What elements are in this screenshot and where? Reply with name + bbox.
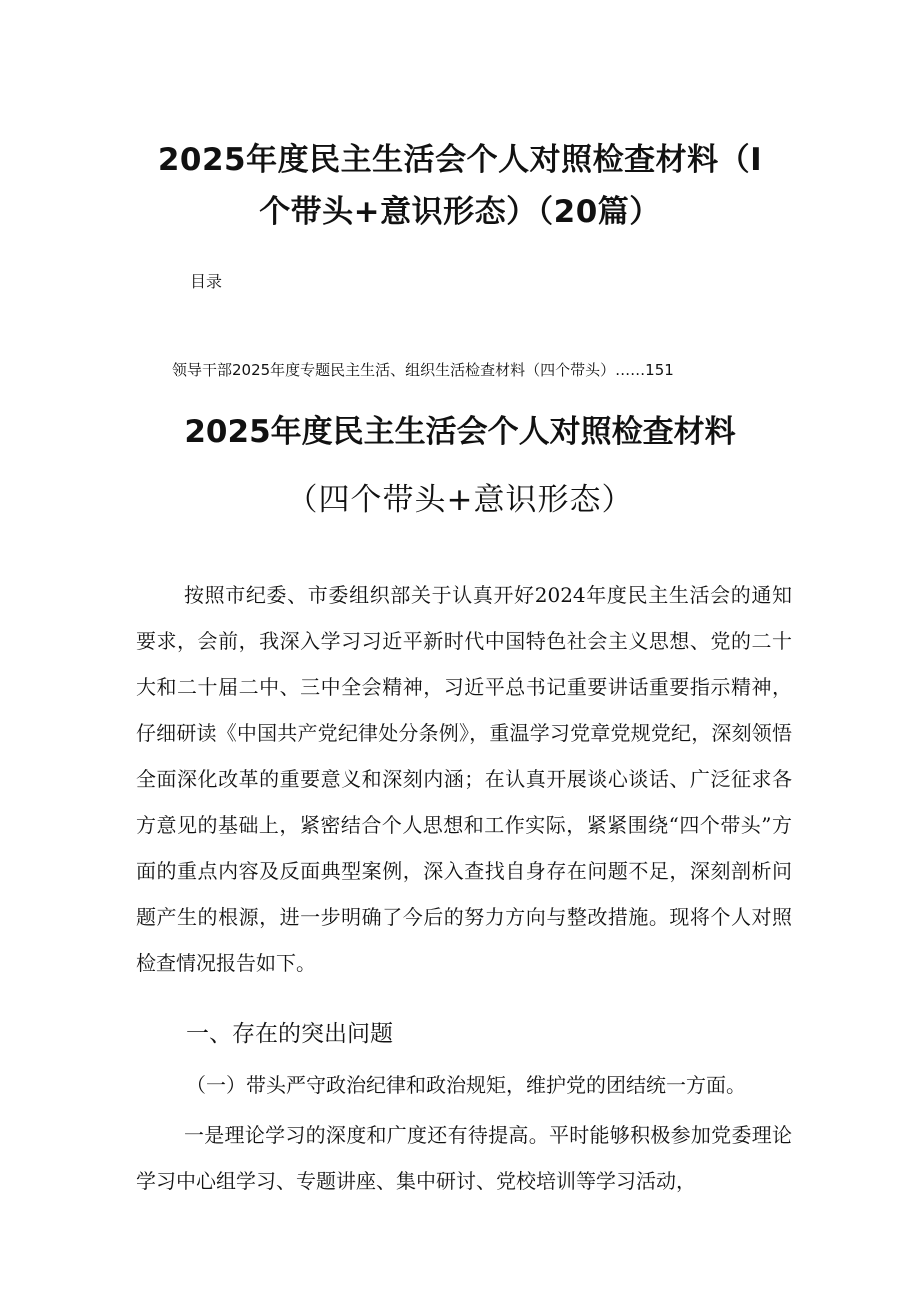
toc-entry[interactable]: 领导干部2025年度专题民主生活、组织生活检查材料（四个带头）……151 — [172, 361, 674, 379]
section-title-line-1: 2025年度民主生活会个人对照检查材料 — [184, 414, 736, 450]
section-title-line-2: （四个带头+意识形态） — [286, 482, 634, 518]
document-title — [130, 134, 790, 238]
heading-existing-problems: 一、存在的突出问题 — [186, 1021, 393, 1047]
toc-heading: 目录 — [190, 272, 223, 291]
subheading-political-discipline: （一）带头严守政治纪律和政治规矩，维护党的团结统一方面。 — [186, 1073, 746, 1097]
document-title-line-2: 个带头+意识形态）（20篇） — [259, 194, 661, 230]
document-title-line-1: 2025年度民主生活会个人对照检查材料（I — [157, 142, 763, 178]
body-paragraph-1: 按照市纪委、市委组织部关于认真开好2024年度民主生活会的通知要求，会前，我深入学习习近平新时代中国特色社会主义思想、党的二十大和二十届二中、三中全会精神，习近平总书记重要讲话重要指示精神，仔细研读《中国共产党纪律处分条例》，重温学习党章党规党纪，深刻领悟全面深化改革的重要意义和深刻内涵；在认真开展谈心谈话、广泛征求各方意见的基础上，紧密结合个人思想和工作实际，紧紧围绕“四个带头”方面的重点内容及反面典型案例，深入查找自身存在问题不足，深刻剖析问题产生的根源，进一步明确了今后的努力方向与整改措施。现将个人对照检查情况报告如下。 — [136, 583, 792, 975]
body-paragraph-2: 一是理论学习的深度和广度还有待提高。平时能够积极参加党委理论学习中心组学习、专题讲座、集中研讨、党校培训等学习活动， — [136, 1123, 792, 1193]
